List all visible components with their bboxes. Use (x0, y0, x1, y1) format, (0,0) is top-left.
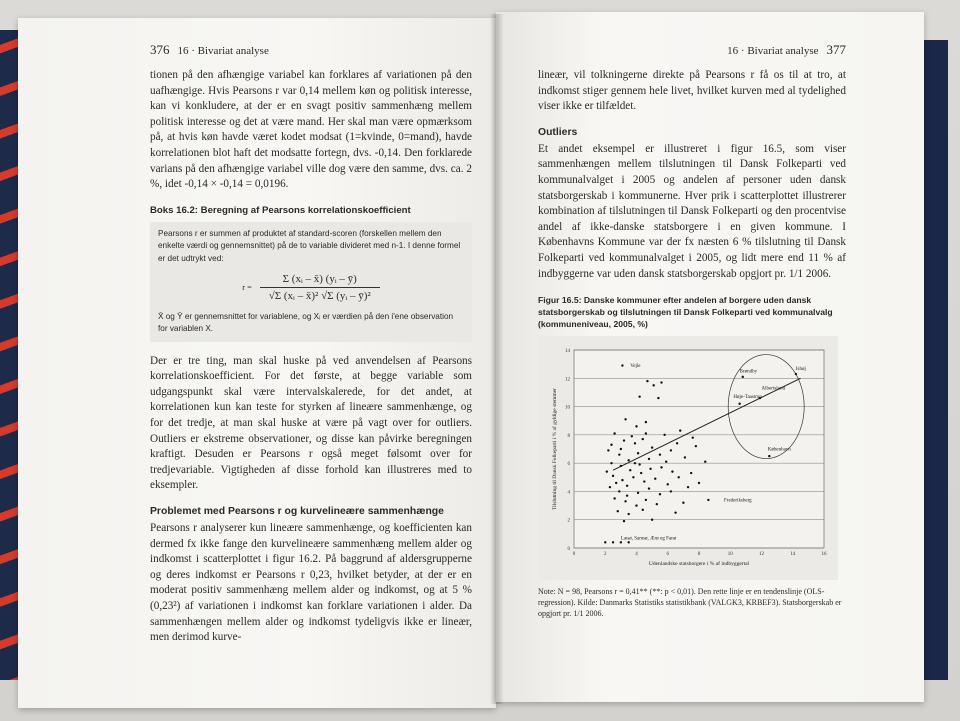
x-tick-label: 6 (666, 552, 669, 558)
data-point (695, 445, 697, 447)
data-point (674, 512, 676, 514)
data-point (648, 488, 650, 490)
data-point (607, 449, 609, 451)
y-tick-label: 0 (567, 547, 570, 553)
data-point (676, 442, 678, 444)
data-point (690, 472, 692, 474)
point-annotation: Ishøj (795, 366, 806, 372)
data-point (768, 455, 770, 457)
data-point (648, 458, 650, 460)
data-point (649, 468, 651, 470)
right-running-head (538, 42, 846, 58)
data-point (642, 509, 644, 511)
point-annotation: Brøndby (739, 369, 758, 375)
data-point (615, 482, 617, 484)
right-chapter-title: 16 · Bivariat analyse (727, 45, 819, 57)
data-point (626, 495, 628, 497)
data-point (613, 497, 615, 499)
point-annotation: Høje-Taastrup (733, 395, 762, 401)
data-point (621, 479, 623, 481)
data-point (626, 485, 628, 487)
right-page-number: 377 (826, 42, 846, 57)
data-point (624, 500, 626, 502)
box-title: Boks 16.2: Beregning af Pearsons korrelationskoefficient (150, 204, 411, 216)
data-point (687, 486, 689, 488)
x-tick-label: 14 (790, 552, 796, 558)
x-tick-label: 4 (635, 552, 638, 558)
data-point (627, 459, 629, 461)
data-point (606, 471, 608, 473)
data-point (692, 437, 694, 439)
formula-denominator: √Σ (xᵢ – x̄)² √Σ (yᵢ – ȳ)² (268, 290, 371, 303)
data-point (671, 471, 673, 473)
x-tick-label: 8 (697, 552, 701, 558)
data-point (613, 432, 615, 434)
y-tick-label: 4 (567, 490, 570, 496)
figure-note: Note: N = 98, Pearsons r = 0,41** (**: p < 0,01). Den rette linje er en tendenslinje (OLS-regression). Kilde: Danmarks Statistiks statistikbank (VALGK3, KRBEF3). Statsborgerskab er opgjort pr. 1/1 2006. (538, 587, 842, 619)
data-point (610, 462, 612, 464)
data-point (642, 438, 644, 440)
x-axis-label: Udenlandske statsborgere i % af indbyggertal (648, 561, 750, 568)
data-point (670, 449, 672, 451)
left-paragraph-2: Der er tre ting, man skal huske på ved anvendelsen af Pearsons korrelationskoefficient. For det første, at begge variable som udgangspunkt skal være intervalskalerede, for det andet, at korrelationen kun kan teste for styrken af lineære sammenhænge, og for det tredje, at man skal huske at være på vagt over for outliers. Outliers er ekstreme observationer, og disse kan påvirke beregningen kraftigt. Desuden er Pearsons r også meget følsomt over for tredjevariable. Vigtigheden af disse forhold kan illustreres med to eksempler. (150, 354, 472, 492)
outliers-paragraph: Et andet eksempel er illustreret i figur 16.5, som viser sammenhængen mellem tilslutningen til Dansk Folkeparti ved kommunalvalget i 2005 og andelen af personer uden dansk statsborgerskab i kommunerne. Hver prik i scatterplottet illustrerer kombination af tilslutningen til Dansk Folkeparti og den procentvise andel af ikke-danske statsborgere i en given kommune. I Københavns Kommune var der fx næsten 6 % tilslutning til Dansk Folkeparti ved kommunalvalget i 2005, og lidt mere end 11 % af indbyggerne var uden dansk statsborgerskab opgjort pr. 1/1 2006. (538, 142, 846, 280)
data-point (698, 482, 700, 484)
data-point (707, 499, 709, 501)
pearson-formula (158, 273, 464, 303)
point-annotation: Læsø, Samsø, Ærø og Fanø (620, 536, 677, 542)
data-point (617, 510, 619, 512)
right-page-column (538, 42, 846, 619)
point-annotation: Vejle (630, 364, 641, 370)
y-tick-label: 14 (565, 349, 570, 355)
fraction-bar (260, 287, 380, 288)
y-tick-label: 12 (565, 377, 570, 383)
data-point (638, 396, 640, 398)
data-point (667, 483, 669, 485)
data-point (651, 447, 653, 449)
data-point (645, 432, 647, 434)
data-point (684, 456, 686, 458)
data-point (659, 493, 661, 495)
data-point (632, 476, 634, 478)
data-point (634, 442, 636, 444)
data-point (623, 439, 625, 441)
book-gutter (490, 14, 504, 704)
data-point (627, 513, 629, 515)
data-point (637, 492, 639, 494)
data-point (638, 463, 640, 465)
left-subheading: Problemet med Pearsons r og kurvelineære sammenhænge (150, 505, 444, 517)
formula-numerator: Σ (xᵢ – x̄) (yᵢ – ȳ) (282, 272, 357, 285)
data-point (795, 373, 797, 375)
data-point (682, 502, 684, 504)
data-point (645, 421, 647, 423)
scatter-plot (538, 336, 838, 580)
data-point (654, 478, 656, 480)
data-point (637, 452, 639, 454)
data-point (621, 364, 623, 366)
data-point (660, 381, 662, 383)
data-point (646, 380, 648, 382)
formula-lhs: r = (242, 282, 252, 292)
y-tick-label: 10 (565, 405, 570, 411)
left-chapter-title: 16 · Bivariat analyse (177, 45, 269, 57)
y-tick-label: 6 (567, 462, 570, 468)
data-point (631, 435, 633, 437)
data-point (645, 499, 647, 501)
data-point (620, 465, 622, 467)
y-tick-label: 2 (567, 518, 570, 524)
data-point (640, 472, 642, 474)
data-point (634, 462, 636, 464)
left-intro-paragraph: tionen på den afhængige variabel kan forklares af variationen på den uafhængige. Hvis Pearsons r var 0,14 mellem køn og politisk interesse, kan vi konkludere, at der er en svagt positiv sammenhæng mellem politisk interesse og det at være mand. Her skal man være opmærksom på, at hvis køn havde været kodet modsat (1=kvinde, 0=mand), havde korrelationen blot haft det modsatte fortegn, dvs. -0,14. Den forklarede varians på den afhængige variabel ville dog være den samme, dvs. ca. 2 %, idet -0,14 × -0,14 = 0,0196. (150, 69, 472, 191)
point-annotation: Albertslund (761, 386, 786, 392)
data-point (610, 444, 612, 446)
data-point (609, 486, 611, 488)
data-point (629, 469, 631, 471)
data-point (604, 541, 606, 543)
x-tick-label: 16 (821, 552, 827, 558)
data-point (660, 466, 662, 468)
data-point (677, 476, 679, 478)
data-point (620, 448, 622, 450)
x-tick-label: 12 (759, 552, 764, 558)
data-point (635, 504, 637, 506)
left-paragraph-3: Pearsons r analyserer kun lineære sammenhænge, og koefficienten kan dermed fx ikke fange den kurvelineære sammenhæng mellem alder og indkomst i scatterplottet i figur 16.2. På baggrund af aldersgrupperne og deres indkomst er Pearsons r 0,23, hvilket betyder, at der er en moderat positiv sammenhæng mellem alder og indkomst, og at 5 % (0,23²) af variationen i indkomst kan forklare variationen i alder. Da sammenhængen mellem alder og indkomst tydeligvis ikke er lineær, men derimod kurve- (150, 521, 472, 644)
left-running-head (150, 42, 472, 58)
data-point (679, 430, 681, 432)
point-annotation: København (767, 447, 791, 453)
box-text-2: X̄ og Ȳ er gennemsnittet for variablene, og Xᵢ er værdien på den i'ene observation for variablen X. (158, 311, 454, 334)
right-intro-paragraph: lineær, vil tolkningerne direkte på Pearsons r få os til at tro, at indkomst stiger gennem hele livet, hvilket kurven med al tydelighed viser ikke er tilfældet. (538, 69, 846, 113)
data-point (738, 403, 740, 405)
data-point (656, 503, 658, 505)
x-tick-label: 2 (604, 552, 607, 558)
data-point (659, 454, 661, 456)
outliers-heading: Outliers (538, 126, 578, 138)
box-text-1: Pearsons r er summen af produktet af standard-scoren (forskellen mellem den enkelte værdi og gennemsnittet) på de to variable divideret med n-1. I denne formel er det udtrykt ved: (158, 228, 461, 263)
data-point (618, 490, 620, 492)
left-page-number: 376 (150, 42, 170, 57)
data-point (623, 520, 625, 522)
scatter-figure (538, 336, 838, 580)
data-point (665, 461, 667, 463)
data-point (618, 454, 620, 456)
data-point (612, 475, 614, 477)
figure-title: Figur 16.5: Danske kommuner efter andelen af borgere uden dansk statsborgerskab og tilslutningen til Dansk Folkeparti ved kommunalvalg (kommuneniveau, 2005, %) (538, 295, 833, 330)
formula-fraction (260, 273, 380, 303)
data-point (742, 376, 744, 378)
data-point (651, 519, 653, 521)
left-page-column (150, 42, 472, 646)
y-tick-label: 8 (567, 433, 570, 439)
data-point (704, 461, 706, 463)
data-point (652, 384, 654, 386)
data-point (635, 425, 637, 427)
point-annotation: Frederiksberg (724, 498, 752, 504)
data-point (624, 418, 626, 420)
data-point (657, 397, 659, 399)
data-point (643, 480, 645, 482)
x-tick-label: 0 (572, 552, 576, 558)
data-point (663, 434, 665, 436)
x-tick-label: 10 (727, 552, 733, 558)
data-point (670, 490, 672, 492)
formula-box (150, 222, 472, 342)
y-axis-label: Tilslutning til Dansk Folkeparti i % af gyldige stemmer (552, 388, 558, 511)
data-point (612, 541, 614, 543)
